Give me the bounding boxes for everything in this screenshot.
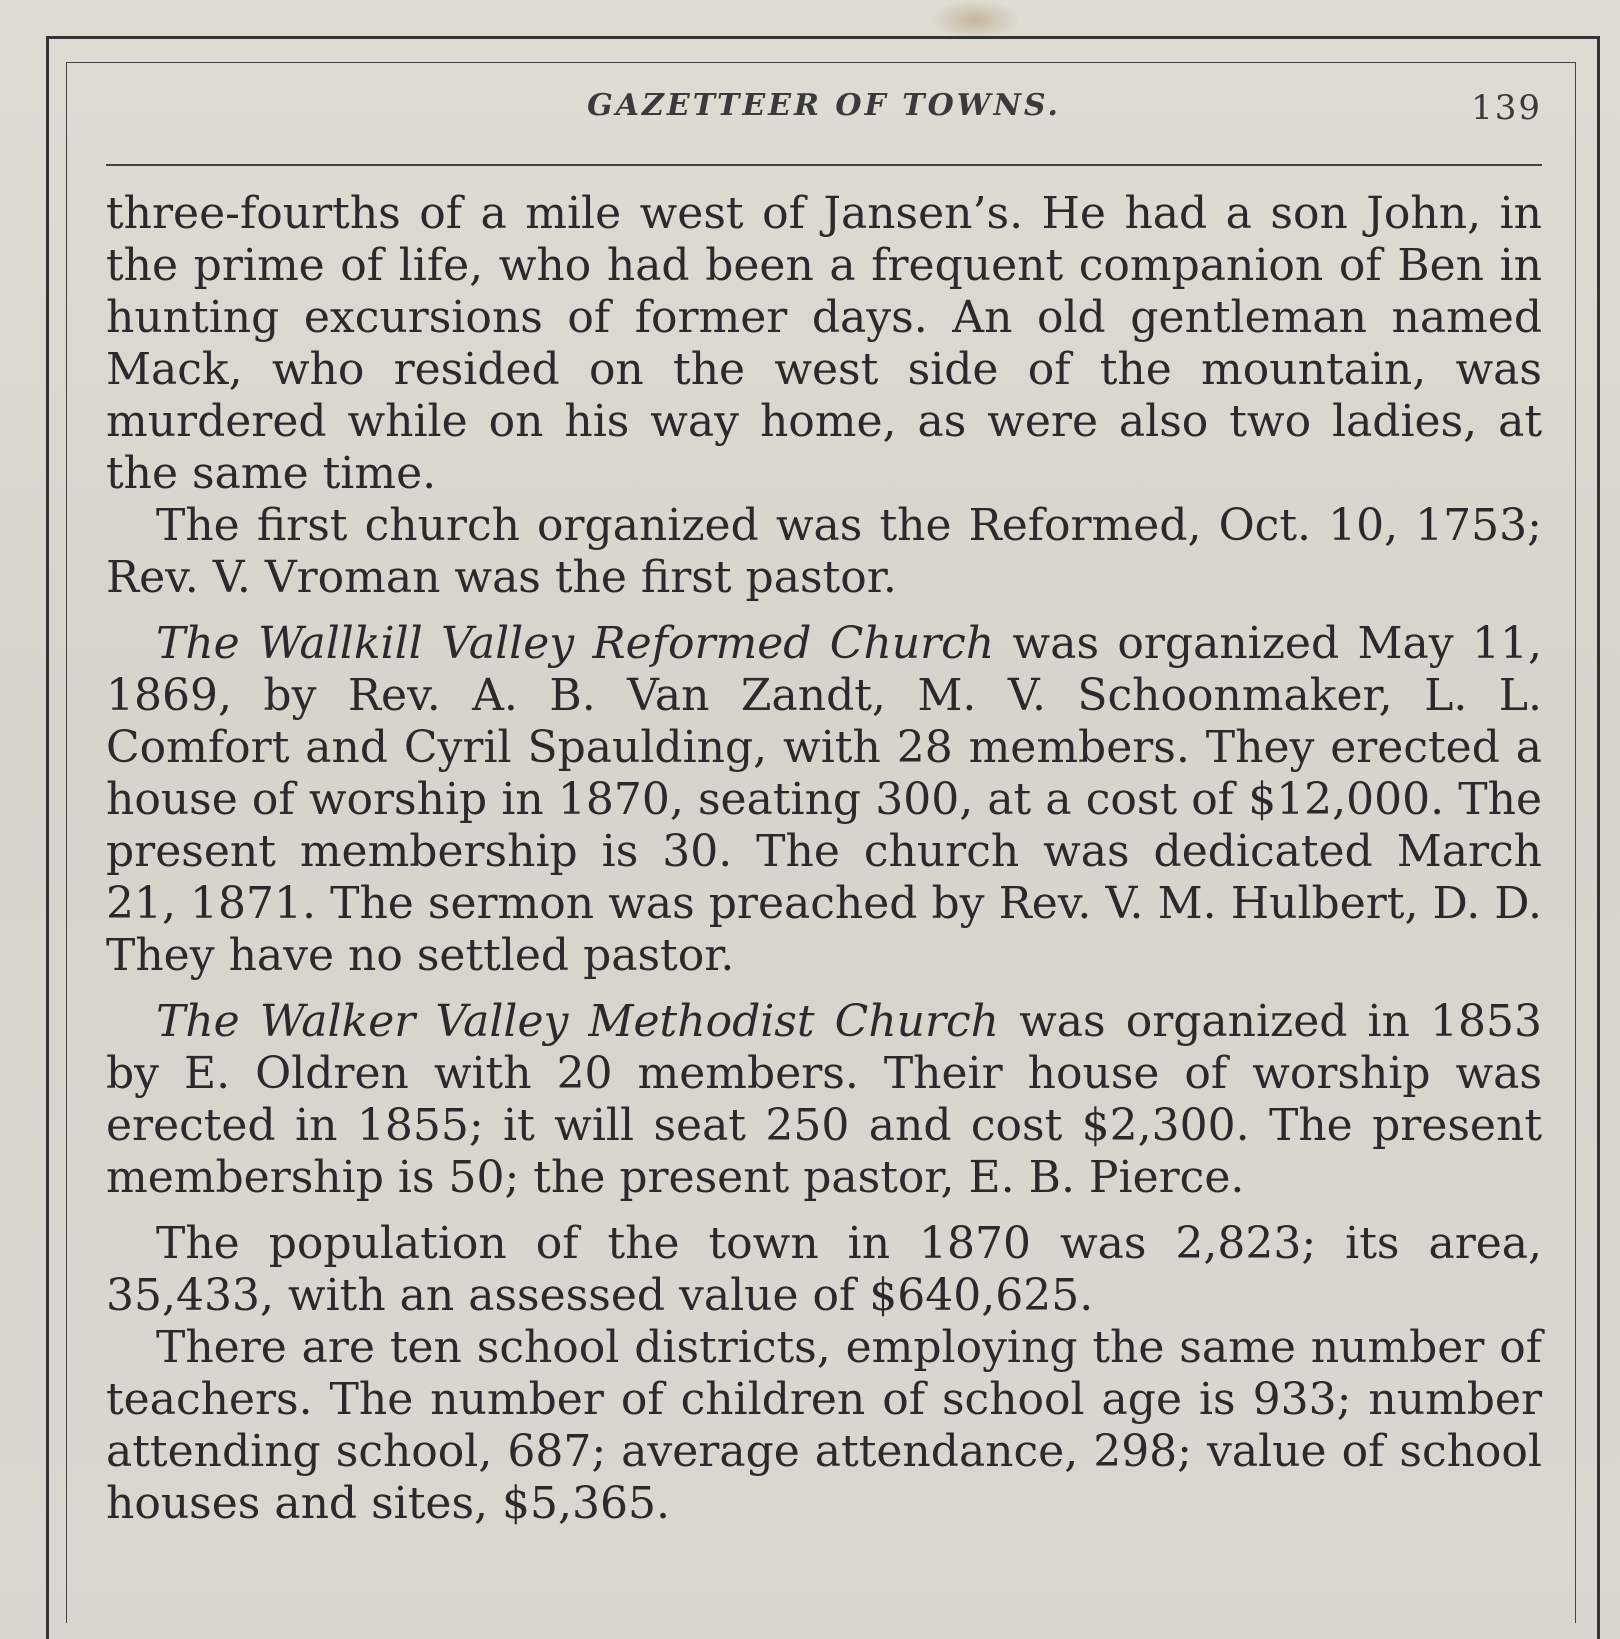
header-rule	[106, 164, 1542, 166]
paragraph-schools-text: There are ten school districts, employing the same number of teachers. The number of children of school age is 933; number attending school, 687; average attendance, 298; value of school houses and sites, $5,365.	[106, 1322, 1542, 1529]
running-head-title: GAZETTEER OF TOWNS.	[587, 88, 1061, 123]
paragraph-schools	[106, 1322, 1542, 1530]
paragraph-walker-church	[106, 996, 1542, 1204]
paragraph-population-text: The population of the town in 1870 was 2,823; its area, 35,433, with an assessed value of $640,625.	[106, 1218, 1542, 1321]
wallkill-church-name: The Wallkill Valley Reformed Church	[156, 618, 995, 669]
page-number: 139	[1471, 88, 1542, 128]
paragraph-first-church	[106, 500, 1542, 604]
paragraph-jansen	[106, 188, 1542, 500]
page-stain	[930, 0, 1020, 40]
paragraph-population	[106, 1218, 1542, 1322]
body-text	[106, 188, 1542, 1530]
paragraph-wallkill-church-text: was organized May 11, 1869, by Rev. A. B. Van Zandt, M. V. Schoonmaker, L. L. Comfort and Cyril Spaulding, with 28 members. They erected a house of worship in 1870, seating 300, at a cost of $12,000. The present membership is 30. The church was dedicated March 21, 1871. The sermon was preached by Rev. V. M. Hulbert, D. D. They have no settled pastor.	[106, 618, 1542, 981]
running-head	[106, 88, 1542, 128]
paragraph-jansen-text: three-fourths of a mile west of Jansen’s. He had a son John, in the prime of life, who had been a frequent companion of Ben in hunting excursions of former days. An old gentleman named Mack, who resided on the west side of the mountain, was murdered while on his way home, as were also two ladies, at the same time.	[106, 188, 1542, 499]
paragraph-wallkill-church	[106, 618, 1542, 982]
walker-church-name: The Walker Valley Methodist Church	[156, 996, 1000, 1047]
paragraph-first-church-text: The first church organized was the Reformed, Oct. 10, 1753; Rev. V. Vroman was the first pastor.	[106, 500, 1542, 603]
paragraph-walker-church-text: was organized in 1853 by E. Oldren with 20 members. Their house of worship was erected in 1855; it will seat 250 and cost $2,300. The present membership is 50; the present pastor, E. B. Pierce.	[106, 996, 1543, 1203]
